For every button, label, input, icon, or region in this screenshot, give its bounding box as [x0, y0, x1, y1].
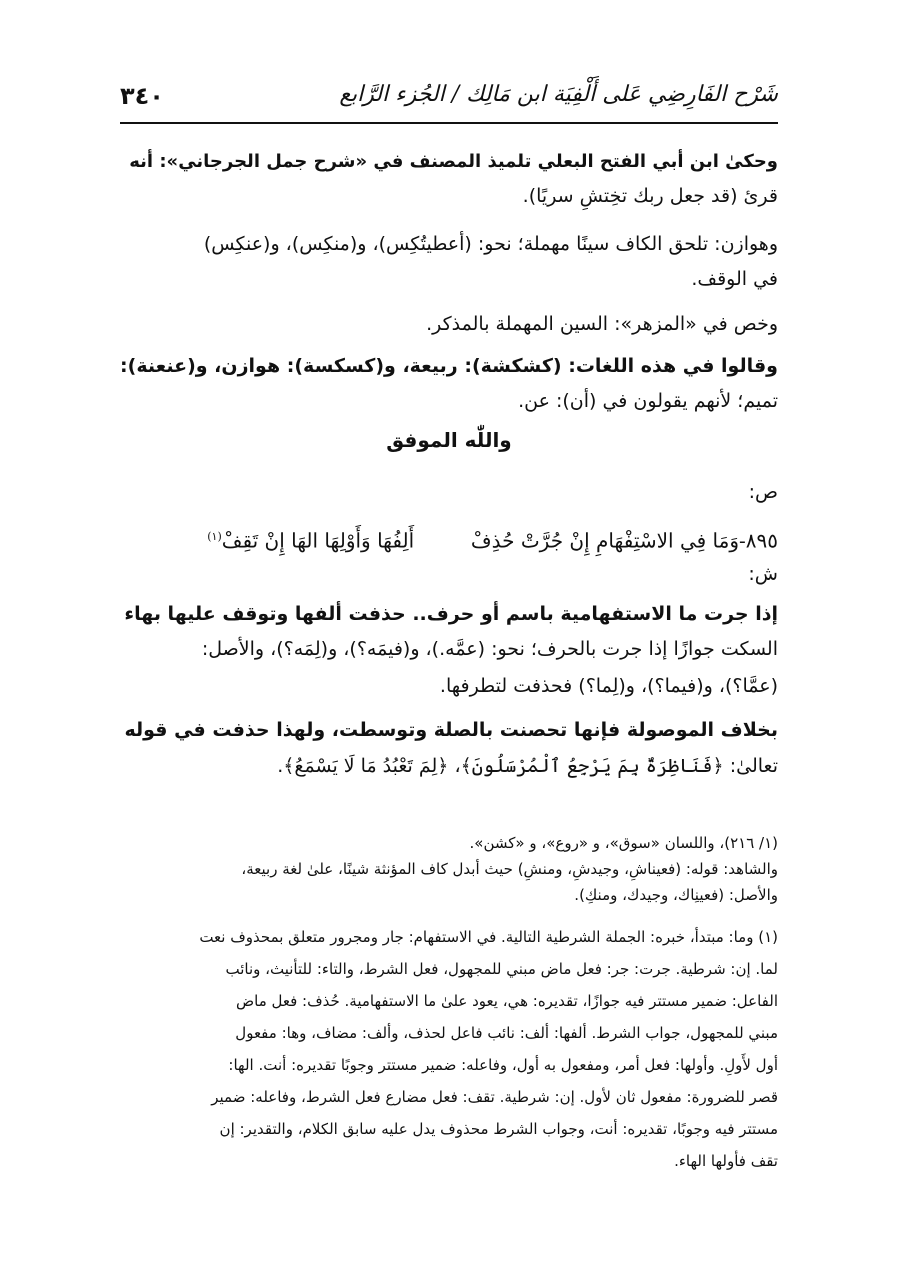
footnote-mark: (١) — [207, 530, 222, 543]
sad-label: ص: — [748, 481, 778, 503]
footnote-line: أول لأَولِ. وأولها: فعل أمر، ومفعول به أول، وفاعله: ضمير مستتر وجوبًا تقديره: أنت. الها: — [228, 1056, 778, 1074]
header-divider — [120, 122, 778, 124]
page-number: ٣٤٠ — [120, 82, 164, 110]
paragraph-line: وحكىٰ ابن أبي الفتح البعلي تلميذ المصنف في «شرح جمل الجرجاني»: أنه — [129, 151, 778, 172]
paragraph-line: السكت جوازًا إذا جرت بالحرف؛ نحو: (عمَّه.)، و(فيمَه؟)، و(لِمَه؟)، والأصل: — [201, 638, 778, 660]
paragraph-line: (عمَّا؟)، و(فيما؟)، و(لِما؟) فحذفت لتطرفها. — [439, 675, 778, 697]
closing-phrase: واللّٰه الموفق — [386, 428, 512, 452]
footnote-line: مبني للمجهول، جواب الشرط. ألفها: ألف: نائب فاعل لحذف، وألف: مضاف، وها: مفعول — [235, 1024, 778, 1042]
quran-verse: ﴿فَنَاظِرَةٌ بِمَ يَرْجِعُ ٱلْمُرْسَلُونَ﴾ — [460, 755, 724, 777]
footnote-line: تقف فأولها الهاء. — [674, 1152, 778, 1170]
verse-second-hemistich: أَلِفُهَا وَأَوْلِهَا الهَا إِنْ تَقِفْ — [221, 528, 415, 553]
footnote-line: قصر للضرورة: مفعول ثان لأول. إن: شرطية. تقف: فعل مضارع فعل الشرط، وفاعله: ضمير — [211, 1088, 778, 1106]
footnote-line: لما. إن: شرطية. جرت: جر: فعل ماض مبني للمجهول، فعل الشرط، والتاء: للتأنيث، ونائب — [225, 960, 778, 978]
page-header — [120, 70, 778, 114]
quran-verse: ﴿لِمَ تَعْبُدُ مَا لَا يَسْمَعُ﴾ — [283, 755, 449, 777]
paragraph-line: في الوقف. — [691, 268, 778, 290]
paragraph-line: قرئ (قد جعل ربك تخِتشِ سريًا). — [522, 185, 778, 207]
footnote-line: (١/ ٢١٦)، واللسان «سوق»، و «روع»، و «كشن». — [469, 834, 778, 852]
running-title: شَرْح الفَارِضِي عَلى أَلْفِيَة ابن مَالِك / الجُزء الرَّابع — [339, 82, 778, 107]
paragraph-line: وهوازن: تلحق الكاف سينًا مهملة؛ نحو: (أعطيتُكِس)، و(منكِس)، و(عنكِس) — [203, 233, 778, 255]
paragraph-text: تعالىٰ: — [729, 755, 778, 777]
paragraph-line: بخلاف الموصولة فإنها تحصنت بالصلة وتوسطت، ولهذا حذفت في قوله — [124, 719, 778, 741]
paragraph-line: تميم؛ لأنهم يقولون في (أن): عن. — [518, 390, 778, 412]
footnote-line: (١) وما: مبتدأ، خبره: الجملة الشرطية التالية. في الاستفهام: جار ومجرور متعلق بمحذوف نعت — [199, 928, 778, 946]
shin-label: ش: — [748, 563, 778, 585]
paragraph-line — [277, 750, 778, 782]
paragraph-line: وخص في «المزهر»: السين المهملة بالمذكر. — [426, 313, 778, 335]
verse-first-hemistich: وَمَا فِي الاسْتِفْهَامِ إِنْ جُرَّتْ حُذِفْ — [470, 528, 739, 553]
paragraph-line: إذا جرت ما الاستفهامية باسم أو حرف.. حذفت ألفها وتوقف عليها بهاء — [124, 603, 778, 625]
verse-line — [207, 520, 778, 558]
footnote-line: مستتر فيه وجوبًا، تقديره: أنت، وجواب الشرط محذوف يدل عليه سابق الكلام، والتقدير: إن — [219, 1120, 778, 1138]
period: . — [277, 755, 284, 777]
separator: ، — [454, 755, 461, 777]
footnote-line: الفاعل: ضمير مستتر فيه جوازًا، تقديره: هي، يعود علىٰ ما الاستفهامية. حُذف: فعل ماض — [235, 992, 778, 1010]
footnote-line: والأصل: (فعينِاك، وجيدك، ومنكِ). — [574, 886, 778, 904]
paragraph-line: وقالوا في هذه اللغات: (كشكشة): ربيعة، و(كسكسة): هوازن، و(عنعنة): — [120, 355, 778, 377]
footnote-line: والشاهد: قوله: (فعيناشِ، وجيدشِ، ومنشِ) حيث أبدل كاف المؤنثة شينًا، علىٰ لغة ربيعة، — [241, 860, 778, 878]
verse-number: ٨٩٥- — [739, 528, 778, 553]
